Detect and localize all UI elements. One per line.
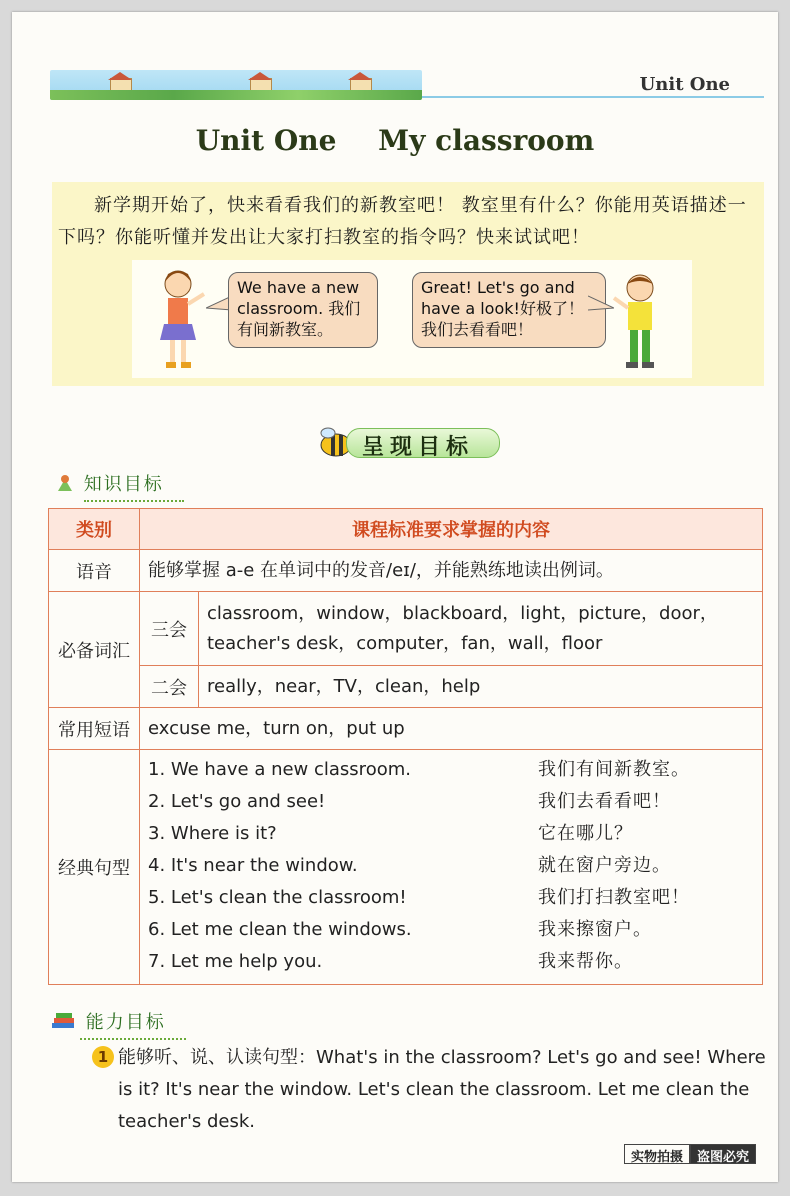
title-unit: Unit One [195,124,337,157]
sentence-en: 2. Let's go and see! [148,791,326,812]
page-title [12,124,778,157]
bubble-girl-en: We have a new classroom. [237,278,360,318]
section-heading [314,425,500,459]
ability-heading [50,1008,166,1034]
row-label-sentences: 经典句型 [49,750,140,985]
ability-number-badge: 1 [92,1046,114,1068]
sentence-row [148,818,754,850]
sentence-en: 7. Let me help you. [148,951,323,972]
speech-bubble-girl [228,272,378,348]
girl-illustration [148,264,208,374]
sentence-row [148,914,754,946]
sentence-zh: 就在窗户旁边。 [538,855,671,876]
sentence-zh: 我们去看看吧！ [538,791,671,812]
running-header-unit: Unit One [639,74,730,95]
sentence-row [148,882,754,914]
intro-box [52,182,764,386]
sentence-en: 3. Where is it? [148,823,277,844]
books-icon [50,1011,78,1031]
sentences-list [140,750,763,985]
vocab-level-two: 二会 [140,666,199,708]
sentence-en: 4. It's near the window. [148,855,358,876]
textbook-page [12,12,778,1182]
pronunciation-content: 能够掌握 a-e 在单词中的发音/eɪ/，并能熟练地读出例词。 [140,550,763,592]
bubble-boy-en: Great! Let's go and have a look! [421,278,575,318]
header-content: 课程标准要求掌握的内容 [140,509,763,550]
speech-bubble-boy [412,272,606,348]
sentence-row [148,754,754,786]
row-label-phrases: 常用短语 [49,708,140,750]
knowledge-heading [54,470,164,496]
vocab-three-words: classroom，window，blackboard，light，picture，door，teacher's desk，computer，fan，wall，floor [199,592,763,666]
sentence-zh: 我们有间新教室。 [538,759,690,780]
boy-illustration [610,268,670,374]
ability-heading-text: 能力目标 [85,1012,166,1033]
plant-icon [54,473,76,493]
row-label-vocab: 必备词汇 [49,592,140,708]
header-category: 类别 [49,509,140,550]
knowledge-heading-text: 知识目标 [83,474,164,495]
sentence-zh: 我们打扫教室吧！ [538,887,690,908]
sentence-row [148,786,754,818]
bubble-boy-zh: 我们去看看吧！ [421,320,534,339]
sentence-zh: 它在哪儿？ [538,823,633,844]
row-label-pronunciation: 语音 [49,550,140,592]
bubble-girl-zh: 我们有间新教室。 [237,299,361,339]
sentence-row [148,946,754,978]
sentence-row [148,850,754,882]
header-rule [422,96,764,98]
phrases-content: excuse me，turn on，put up [140,708,763,750]
watermark-stamp [624,1144,756,1164]
intro-text: 新学期开始了，快来看看我们的新教室吧！ 教室里有什么？你能用英语描述一下吗？你能听懂并发出让大家打扫教室的指令吗？快来试试吧！ [58,195,747,248]
sentence-zh: 我来擦窗户。 [538,919,652,940]
title-topic: My classroom [378,124,595,157]
sentence-zh: 我来帮你。 [538,951,633,972]
dialogue-illustration [132,260,692,378]
vocab-level-three: 三会 [140,592,199,666]
stamp-right: 盗图必究 [690,1144,756,1164]
ability-text: 能够听、说、认读句型：What's in the classroom? Let's go and see! Where is it? It's near the window. Let's clean the classroom. Let me clean the teacher's desk. [118,1047,766,1132]
goals-table [48,508,763,985]
header-banner-illustration [50,70,422,100]
vocab-two-words: really，near，TV，clean，help [199,666,763,708]
section-heading-text: 呈现目标 [362,435,475,460]
bubble-boy-zh-mid: 好极了！ [519,299,584,318]
stamp-left: 实物拍摄 [624,1144,690,1164]
sentence-en: 5. Let's clean the classroom! [148,887,407,908]
sentence-en: 1. We have a new classroom. [148,759,411,780]
sentence-en: 6. Let me clean the windows. [148,919,412,940]
